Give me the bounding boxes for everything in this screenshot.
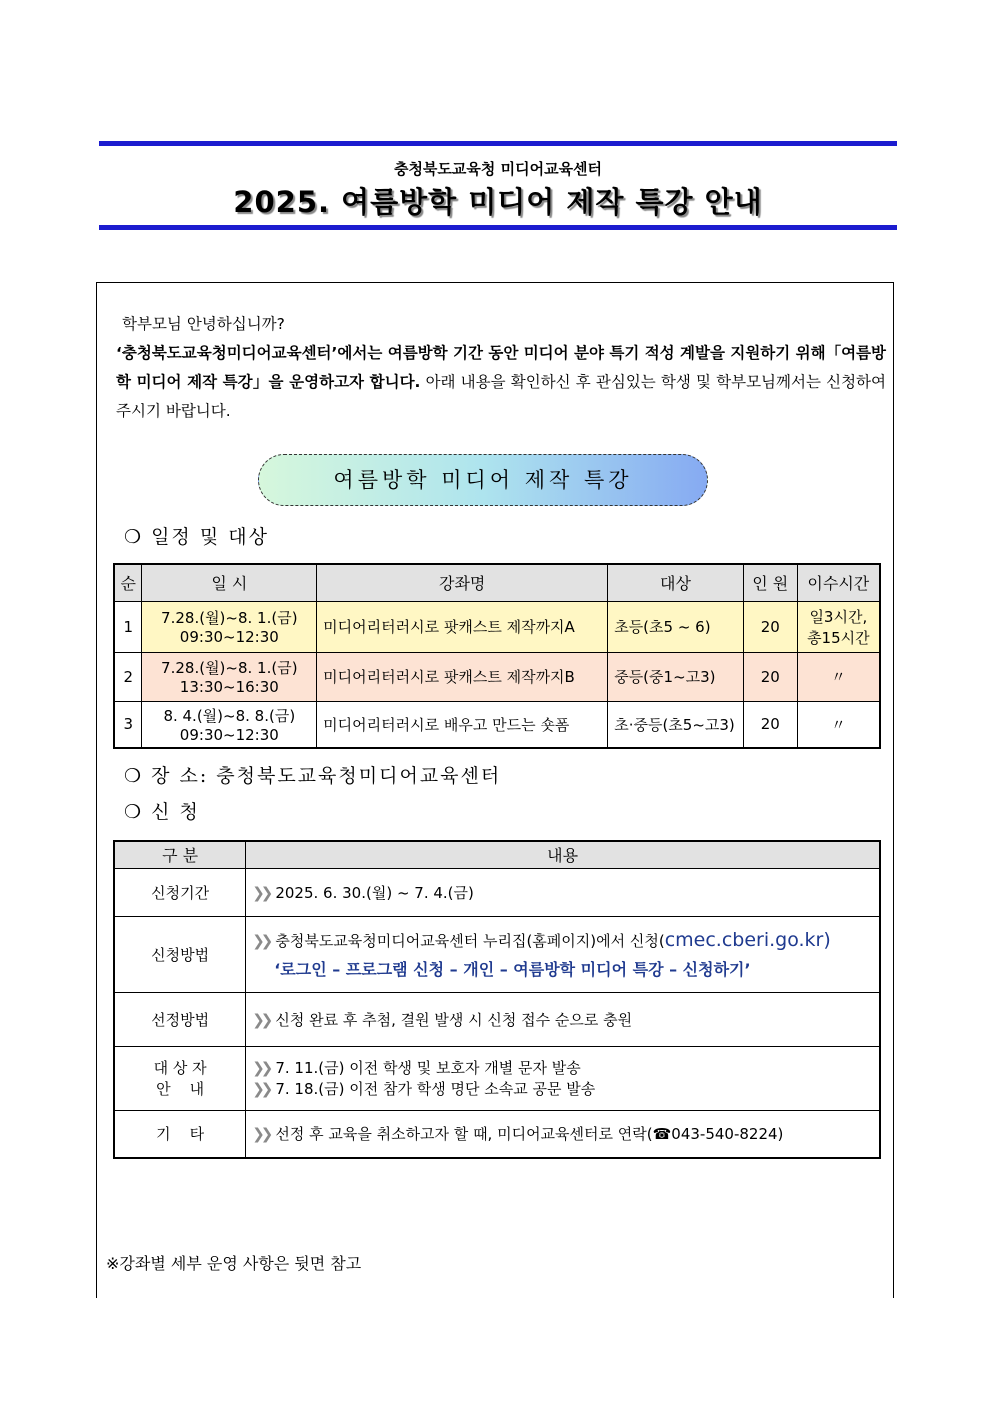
- select-content: [246, 992, 880, 1046]
- period-content: [246, 868, 880, 916]
- bottom-rule: [99, 225, 897, 230]
- place-line: ❍ 장 소: 충청북도교육청미디어교육센터: [124, 765, 502, 787]
- apply-heading: ❍ 신 청: [124, 801, 200, 823]
- table-row: [114, 1110, 880, 1158]
- row-hours: 〃: [797, 652, 880, 701]
- etc-value: 선정 후 교육을 취소하고자 할 때, 미디어교육센터로 연락(☎043-540-8224): [275, 1125, 784, 1144]
- table-row: [114, 701, 880, 748]
- row-target: 초·중등(초5~고3): [608, 701, 744, 748]
- row-course: 미디어리터러시로 팟캐스트 제작까지B: [317, 652, 608, 701]
- table-row: [114, 601, 880, 652]
- program-banner: 여름방학 미디어 제작 특강: [258, 454, 708, 506]
- row-hours: [797, 601, 880, 652]
- row-datetime: [142, 652, 317, 701]
- row-hours-2: 총15시간: [807, 628, 870, 647]
- schedule-heading: ❍ 일정 및 대상: [124, 526, 269, 548]
- row-hours-1: 일3시간,: [809, 607, 868, 626]
- row-no: 3: [114, 701, 142, 748]
- table-row: [114, 652, 880, 701]
- row-date: 8. 4.(월)~8. 8.(금): [163, 706, 296, 725]
- row-time: 09:30~12:30: [179, 628, 279, 646]
- row-date: 7.28.(월)~8. 1.(금): [161, 609, 298, 627]
- arrow-icon: ❯❯: [252, 1010, 270, 1029]
- col-course: 강좌명: [317, 564, 608, 601]
- schedule-table: [113, 563, 881, 749]
- method-path: ‘로그인 – 프로그램 신청 – 개인 – 여름방학 미디어 특강 – 신청하기’: [274, 959, 751, 979]
- etc-label: 기 타: [114, 1110, 246, 1158]
- row-time: 13:30~16:30: [179, 678, 279, 696]
- intro-paragraph: [116, 339, 886, 426]
- row-no: 1: [114, 601, 142, 652]
- etc-content: [246, 1110, 880, 1158]
- row-datetime: [142, 701, 317, 748]
- period-value: 2025. 6. 30.(월) ~ 7. 4.(금): [275, 883, 474, 902]
- method-content: [246, 916, 880, 992]
- intro-normal: 아래 내용을 확인하신 후 관심있는 학생 및 학부모님께서는 신청하여 주시기 바랍니다.: [116, 373, 886, 420]
- row-count: 20: [743, 601, 797, 652]
- schedule-header-row: [114, 564, 880, 601]
- row-time: 09:30~12:30: [179, 725, 279, 744]
- arrow-icon: ❯❯: [252, 1080, 270, 1098]
- notice-label-2: 안 내: [156, 1080, 205, 1098]
- row-count: 20: [743, 652, 797, 701]
- row-date: 7.28.(월)~8. 1.(금): [161, 659, 298, 677]
- row-datetime: [142, 601, 317, 652]
- col-date: 일 시: [142, 564, 317, 601]
- arrow-icon: ❯❯: [252, 931, 270, 950]
- row-target: 초등(초5 ~ 6): [608, 601, 744, 652]
- arrow-icon: ❯❯: [252, 883, 270, 902]
- intro-bold: ‘충청북도교육청미디어교육센터’에서는 여름방학 기간 동안 미디어 분야 특기 적성 계발을 지원하기 위해「여름방학 미디어 제작 특강」을 운영하고자 합니다.: [116, 344, 886, 391]
- table-row: [114, 1046, 880, 1110]
- greeting: 학부모님 안녕하십니까?: [122, 315, 285, 333]
- col-target: 대상: [608, 564, 744, 601]
- notice-1: 7. 11.(금) 이전 학생 및 보호자 개별 문자 발송: [275, 1059, 581, 1077]
- notice-label: [114, 1046, 246, 1110]
- row-hours: 〃: [797, 701, 880, 748]
- table-row: [114, 992, 880, 1046]
- row-count: 20: [743, 701, 797, 748]
- apply-table: [113, 840, 881, 1159]
- col-content: 내용: [246, 841, 880, 868]
- row-course: 미디어리터러시로 팟캐스트 제작까지A: [317, 601, 608, 652]
- method-close: ): [823, 928, 831, 951]
- notice-2: 7. 18.(금) 이전 참가 학생 명단 소속교 공문 발송: [275, 1080, 596, 1098]
- arrow-icon: ❯❯: [252, 1125, 270, 1144]
- period-label: 신청기간: [114, 868, 246, 916]
- row-no: 2: [114, 652, 142, 701]
- method-label: 신청방법: [114, 916, 246, 992]
- apply-header-row: [114, 841, 880, 868]
- row-course: 미디어리터러시로 배우고 만드는 숏폼: [317, 701, 608, 748]
- top-rule: [99, 141, 897, 146]
- select-label: 선정방법: [114, 992, 246, 1046]
- col-category: 구 분: [114, 841, 246, 868]
- arrow-icon: ❯❯: [252, 1059, 270, 1077]
- col-count: 인 원: [743, 564, 797, 601]
- table-row: [114, 868, 880, 916]
- homepage-link[interactable]: cmec.cberi.go.kr: [664, 928, 824, 951]
- col-hours: 이수시간: [797, 564, 880, 601]
- select-value: 신청 완료 후 추첨, 결원 발생 시 신청 접수 순으로 충원: [275, 1010, 633, 1029]
- row-target: 중등(중1~고3): [608, 652, 744, 701]
- footnote: ※강좌별 세부 운영 사항은 뒷면 참고: [106, 1254, 362, 1273]
- method-text: 충청북도교육청미디어교육센터 누리집(홈페이지)에서 신청(: [275, 931, 665, 950]
- organization-name: 충청북도교육청 미디어교육센터: [393, 160, 603, 178]
- col-no: 순: [114, 564, 142, 601]
- notice-content: [246, 1046, 880, 1110]
- table-row: [114, 916, 880, 992]
- page-title: 2025. 여름방학 미디어 제작 특강 안내: [233, 185, 763, 219]
- notice-label-1: 대 상 자: [153, 1059, 207, 1077]
